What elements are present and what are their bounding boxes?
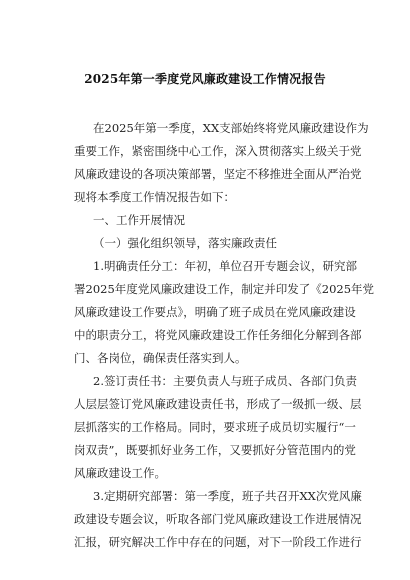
document-title: 2025年第一季度党风廉政建设工作情况报告 xyxy=(84,72,326,86)
item-1-line-5: 门、各岗位，确保责任落实到人。 xyxy=(74,351,247,365)
item-1-line-4: 中的职责分工，将党风廉政建设工作任务细化分解到各部 xyxy=(74,328,362,342)
item-2-line-2: 人层层签订党风廉政建设责任书，形成了一级抓一级、层 xyxy=(74,397,362,411)
item-2-line-1: 2.签订责任书：主要负责人与班子成员、各部门负责 xyxy=(93,374,357,388)
item-3-line-1: 3.定期研究部署：第一季度，班子共召开XX次党风廉 xyxy=(93,489,362,503)
section-heading: 一、工作开展情况 xyxy=(93,213,185,227)
item-1-line-1: 1.明确责任分工：年初，单位召开专题会议，研究部 xyxy=(93,259,357,273)
item-1-line-3: 风廉政建设工作要点》，明确了班子成员在党风廉政建设 xyxy=(74,305,356,319)
item-2-line-4: 岗双责”，既要抓好业务工作，又要抓好分管范围内的党 xyxy=(74,443,356,457)
subsection-heading: （一）强化组织领导，落实廉政责任 xyxy=(93,236,277,250)
intro-line-3: 风廉政建设的各项决策部署，坚定不移推进全面从严治党 xyxy=(74,167,362,181)
item-2-line-3: 层抓落实的工作格局。同时，要求班子成员切实履行“一 xyxy=(74,420,356,434)
intro-line-2: 重要工作，紧密围绕中心工作，深入贯彻落实上级关于党 xyxy=(74,144,362,158)
item-3-line-2: 政建设专题会议，听取各部门党风廉政建设工作进展情况 xyxy=(74,512,362,526)
item-1-line-2: 署2025年度党风廉政建设工作，制定并印发了《2025年党 xyxy=(74,282,375,296)
intro-line-1: 在2025年第一季度，XX支部始终将党风廉政建设作为 xyxy=(93,121,369,135)
item-2-line-5: 风廉政建设工作。 xyxy=(74,466,166,480)
item-3-line-3: 汇报，研究解决工作中存在的问题，对下一阶段工作进行 xyxy=(74,535,362,549)
intro-line-4: 现将本季度工作情况报告如下： xyxy=(74,190,235,204)
